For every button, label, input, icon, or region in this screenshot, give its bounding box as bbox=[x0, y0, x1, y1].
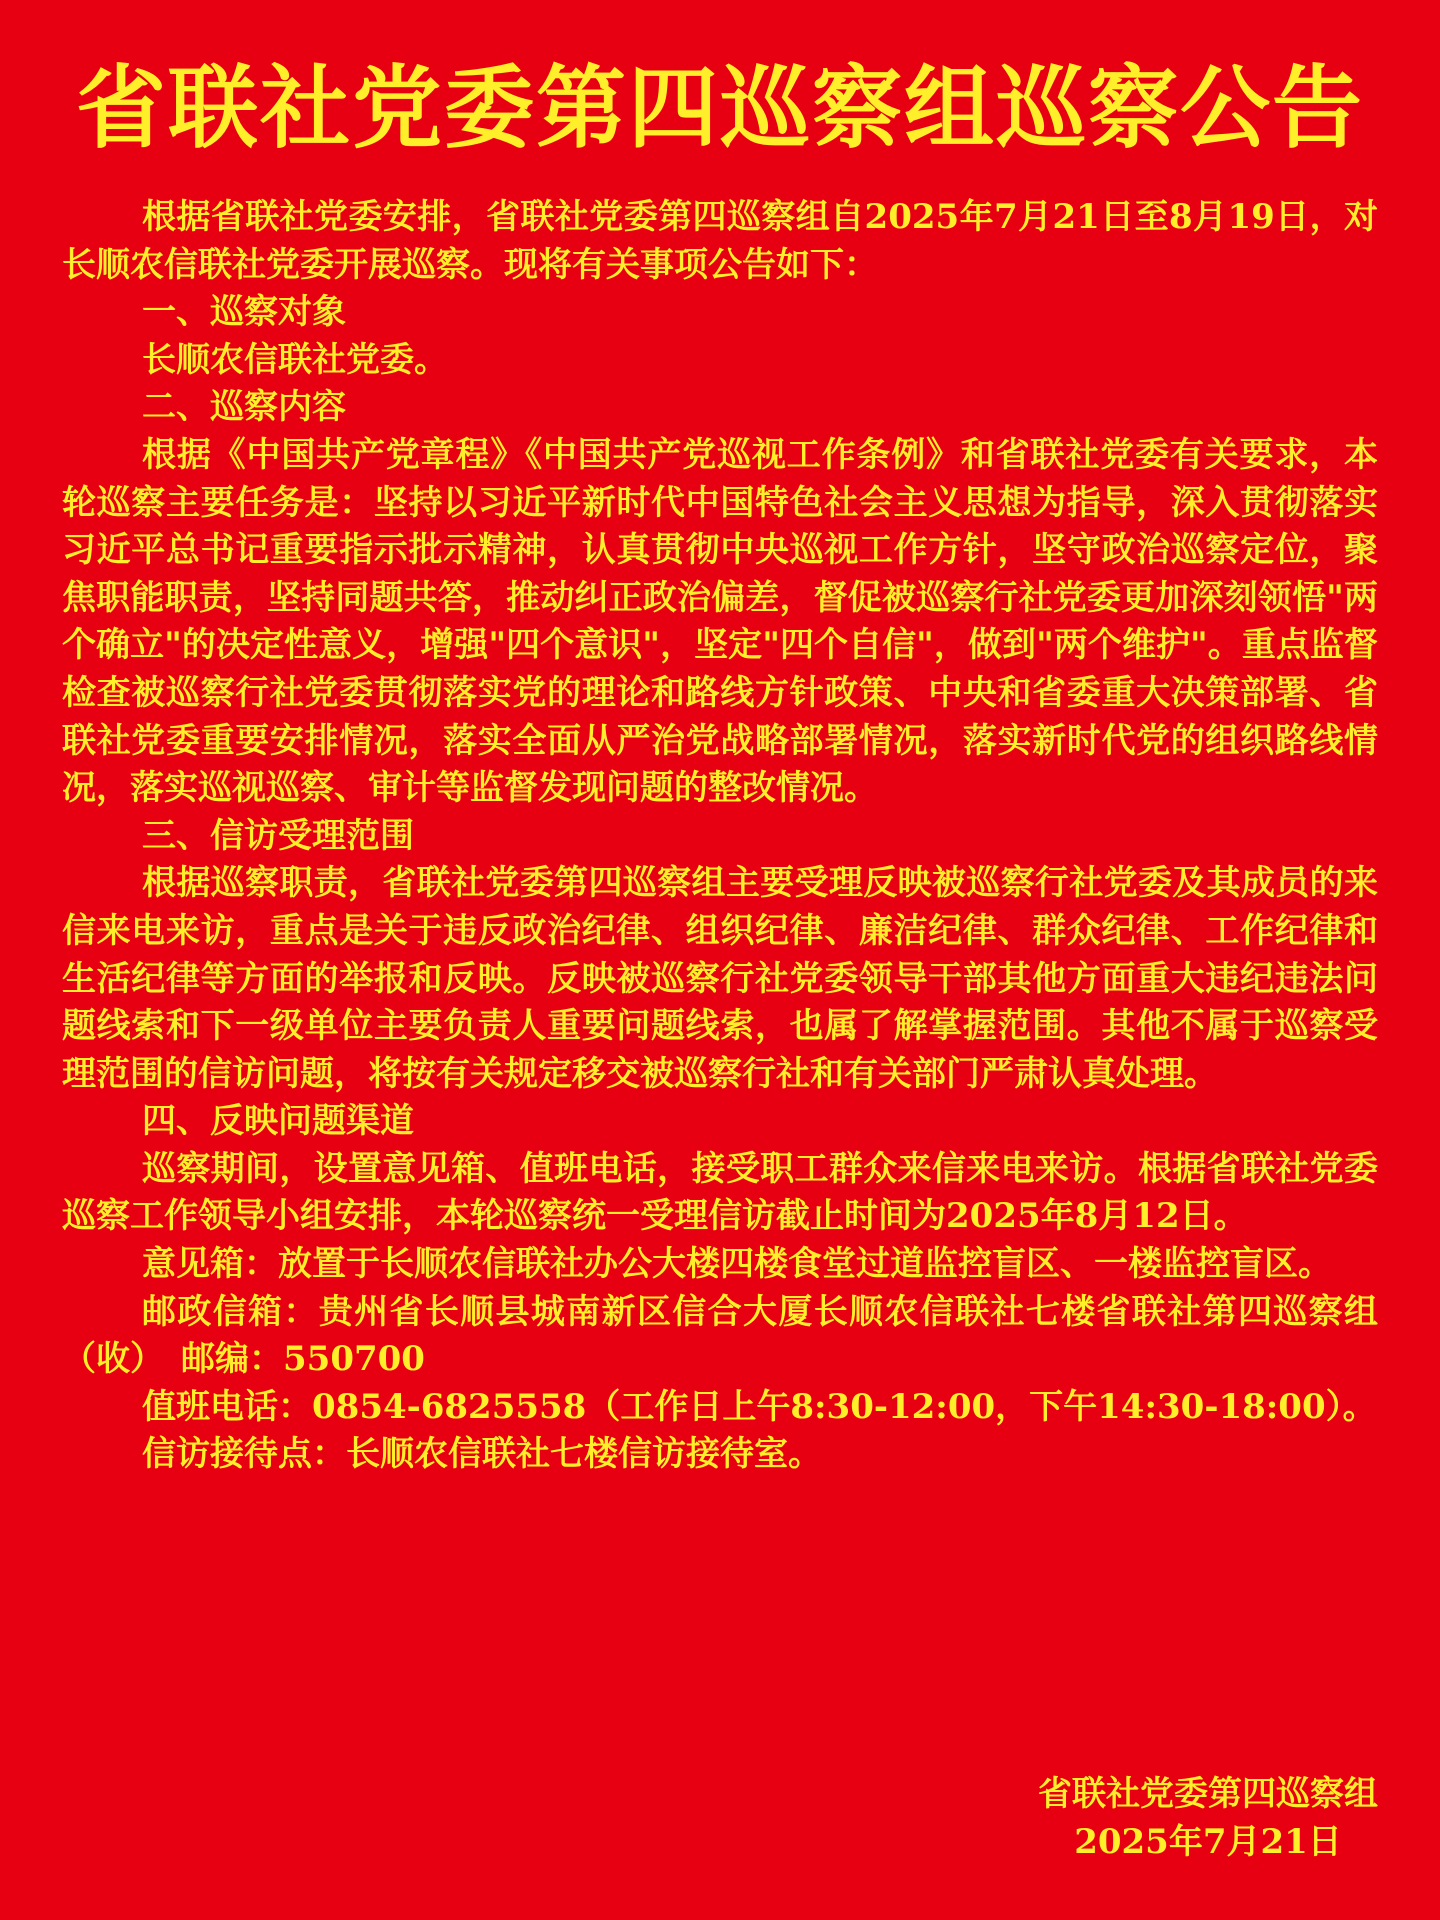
signature-org: 省联社党委第四巡察组 bbox=[1038, 1774, 1378, 1814]
notice-body bbox=[62, 194, 1378, 1479]
scope-paragraph: 根据巡察职责，省联社党委第四巡察组主要受理反映被巡察行社党委及其成员的来信来电来访，重点是关于违反政治纪律、组织纪律、廉洁纪律、群众纪律、工作纪律和生活纪律等方面的举报和反映。反映被巡察行社党委领导干部其他方面重大违纪违法问题线索和下一级单位主要负责人重要问题线索，也属了解掌握范围。其他不属于巡察受理范围的信访问题，将按有关规定移交被巡察行社和有关部门严肃认真处理。 bbox=[62, 863, 1378, 1094]
notice-title: 省联社党委第四巡察组巡察公告 bbox=[76, 55, 1364, 161]
content-paragraph: 根据《中国共产党章程》《中国共产党巡视工作条例》和省联社党委有关要求，本轮巡察主要任务是：坚持以习近平新时代中国特色社会主义思想为指导，深入贯彻落实习近平总书记重要指示批示精神，认真贯彻中央巡视工作方针，坚守政治巡察定位，聚焦职能职责，坚持同题共答，推动纠正政治偏差，督促被巡察行社党委更加深刻领悟"两个确立"的决定性意义，增强"四个意识"，坚定"四个自信"，做到"两个维护"。重点监督检查被巡察行社党委贯彻落实党的理论和路线方针政策、中央和省委重大决策部署、省联社党委重要安排情况，落实全面从严治党战略部署情况，落实新时代党的组织路线情况，落实巡视巡察、审计等监督发现问题的整改情况。 bbox=[62, 434, 1378, 809]
hotline-paragraph: 值班电话：0854-6825558（工作日上午8:30-12:00，下午14:30-18:00）。 bbox=[142, 1386, 1377, 1427]
suggestion-box-paragraph: 意见箱：放置于长顺农信联社办公大楼四楼食堂过道监控盲区、一楼监控盲区。 bbox=[142, 1244, 1332, 1285]
signature-block bbox=[1038, 1770, 1378, 1866]
reception-paragraph: 信访接待点：长顺农信联社七楼信访接待室。 bbox=[142, 1434, 822, 1475]
target-paragraph: 长顺农信联社党委。 bbox=[142, 339, 448, 380]
section-heading-content: 二、巡察内容 bbox=[142, 387, 346, 428]
channels-paragraph: 巡察期间，设置意见箱、值班电话，接受职工群众来信来电来访。根据省联社党委巡察工作领导小组安排，本轮巡察统一受理信访截止时间为2025年8月12日。 bbox=[62, 1148, 1378, 1237]
mailbox-paragraph: 邮政信箱：贵州省长顺县城南新区信合大厦长顺农信联社七楼省联社第四巡察组（收） 邮编：550700 bbox=[62, 1291, 1378, 1380]
intro-paragraph: 根据省联社党委安排，省联社党委第四巡察组自2025年7月21日至8月19日，对长顺农信联社党委开展巡察。现将有关事项公告如下： bbox=[62, 197, 1378, 285]
section-heading-channels: 四、反映问题渠道 bbox=[142, 1101, 414, 1142]
section-heading-target: 一、巡察对象 bbox=[142, 292, 346, 333]
section-heading-scope: 三、信访受理范围 bbox=[142, 815, 414, 856]
signature-date: 2025年7月21日 bbox=[1074, 1822, 1342, 1862]
